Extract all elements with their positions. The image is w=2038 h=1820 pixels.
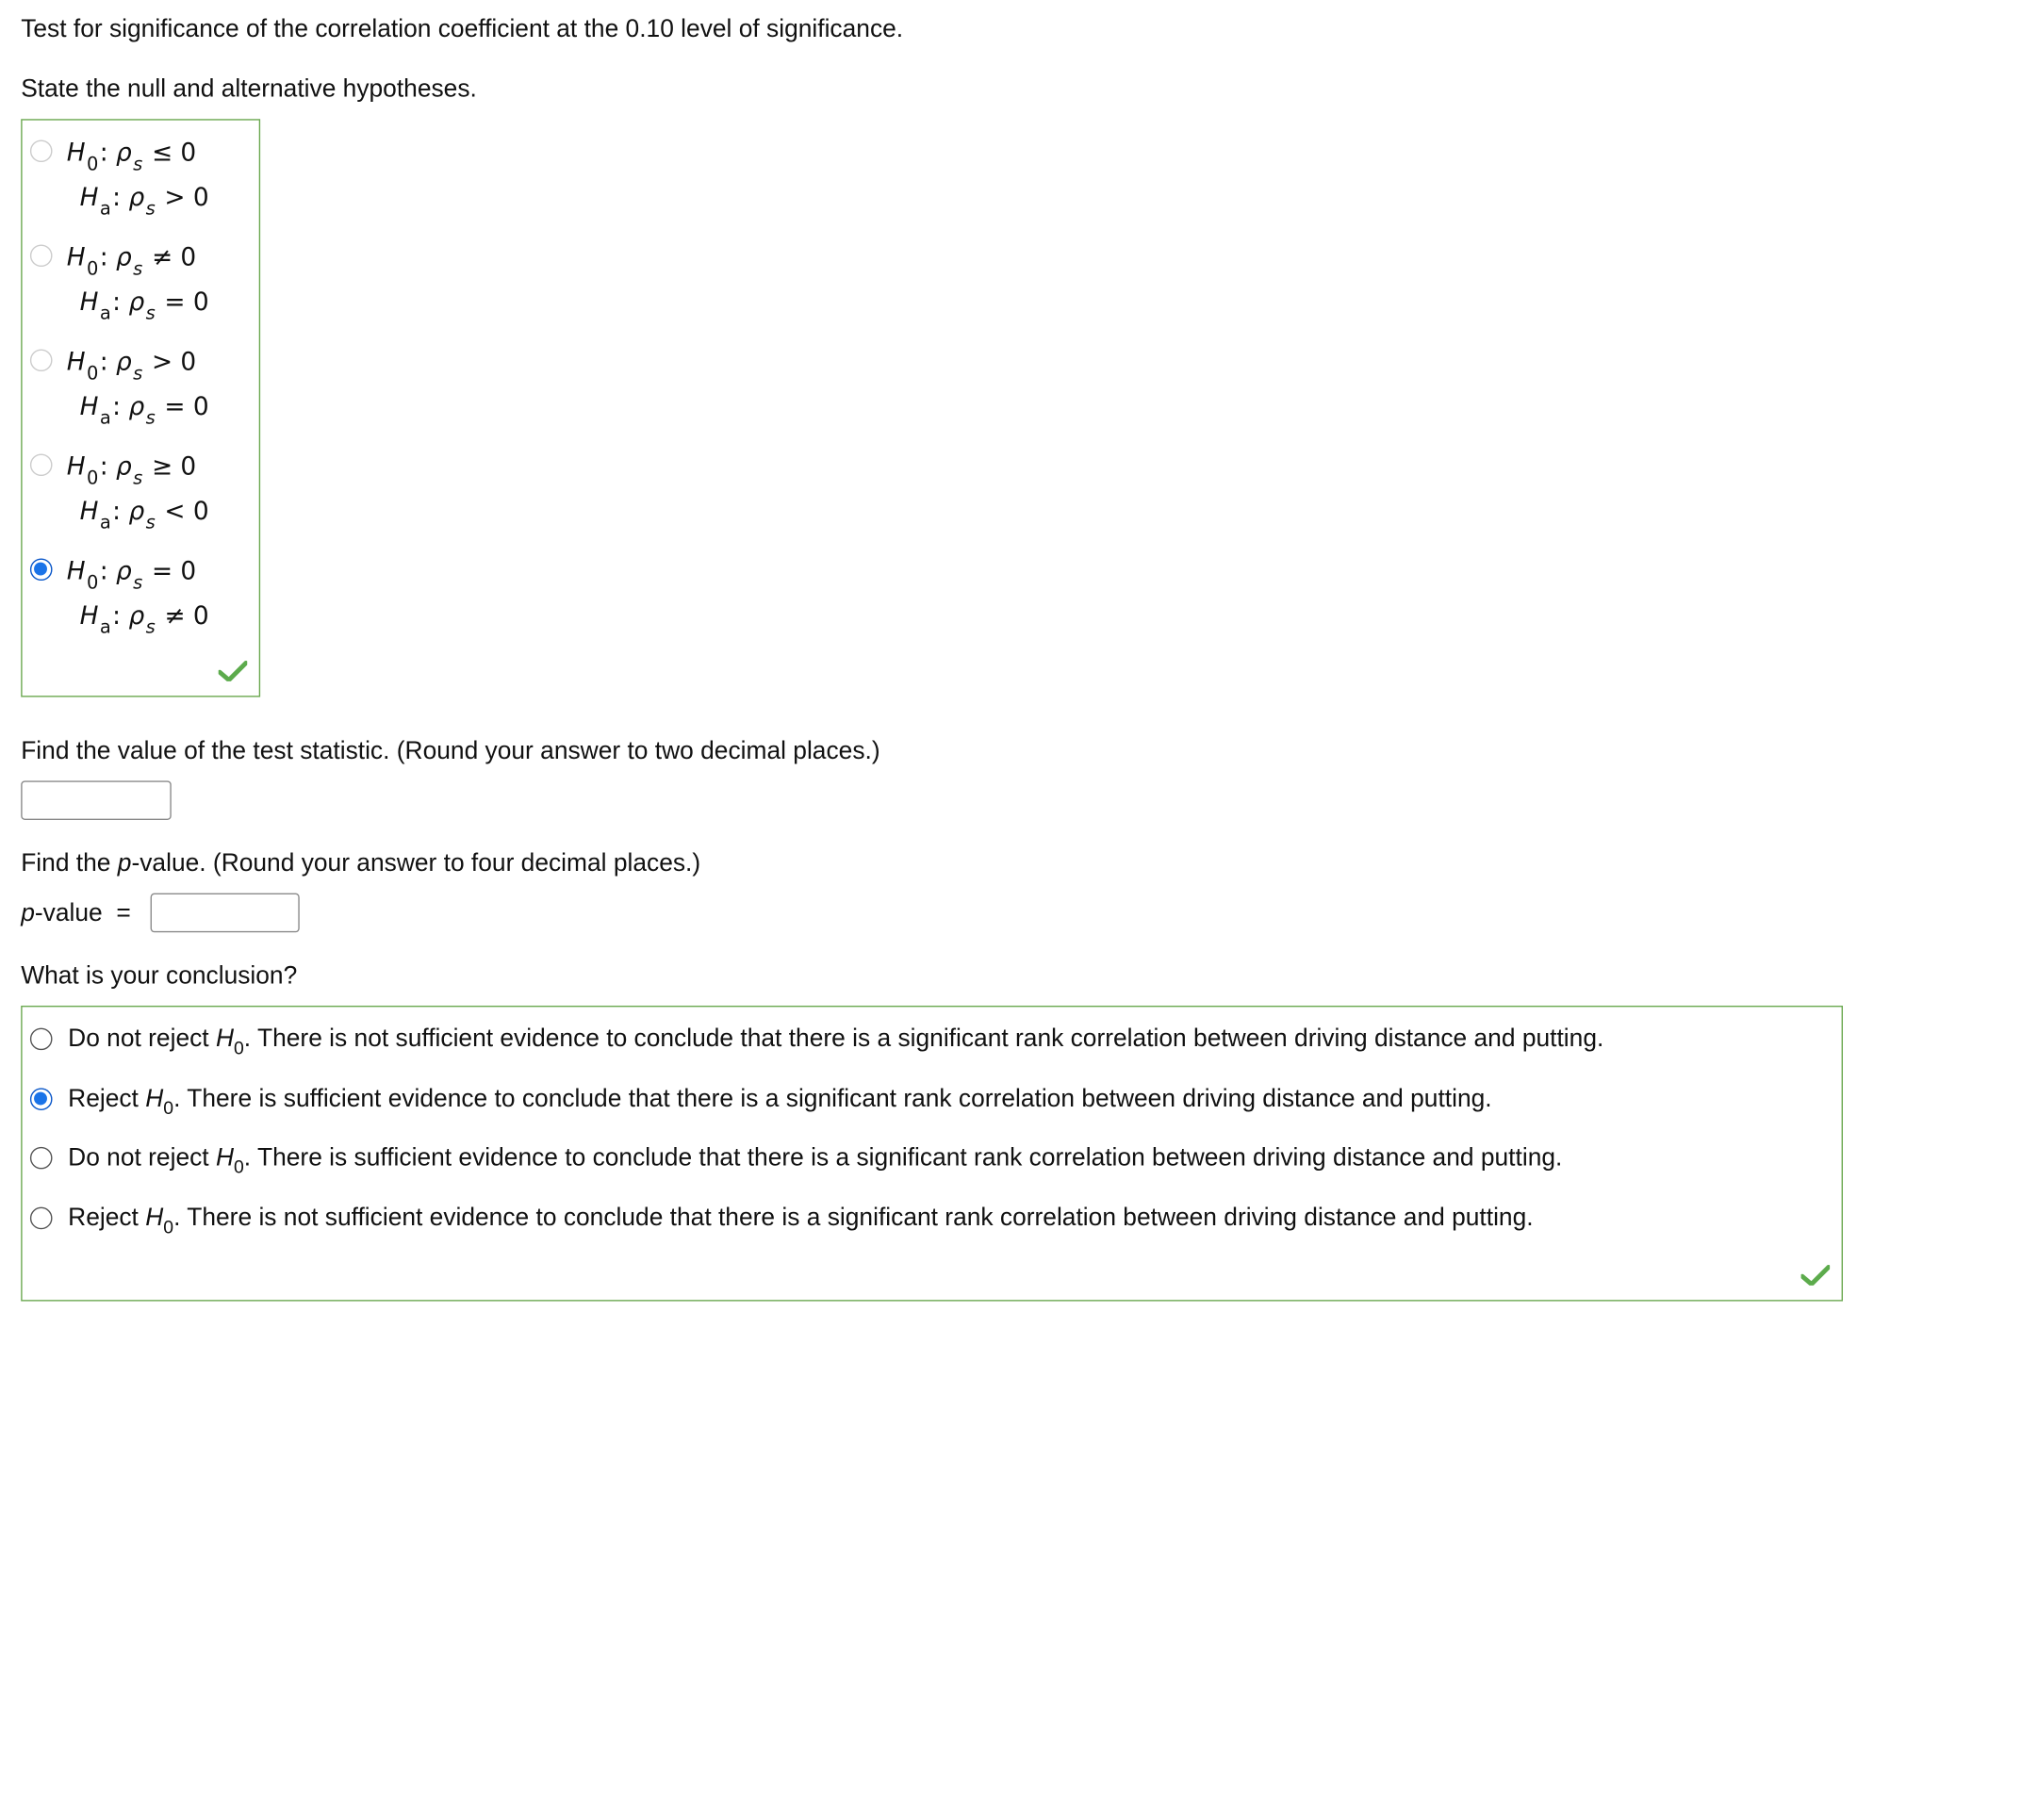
conclusion-answer-box (21, 1006, 1843, 1302)
rho-subscript: s (145, 198, 156, 221)
null-hypothesis (66, 243, 197, 280)
null-value: 0 (180, 452, 197, 482)
alt-h-symbol: H (79, 392, 99, 421)
null-value: 0 (180, 243, 197, 272)
null-operator: = (151, 557, 173, 586)
h0-symbol: H (145, 1084, 164, 1113)
alt-operator: > (164, 183, 186, 212)
null-h-symbol: H (66, 348, 86, 377)
alternative-hypothesis (79, 392, 209, 430)
alt-h-subscript: a (99, 616, 111, 639)
test-statistic-prompt: Find the value of the test statistic. (Round your answer to two decimal places.) (21, 737, 880, 765)
hypothesis-radio[interactable] (30, 139, 53, 162)
alt-operator: < (164, 497, 186, 526)
hypothesis-radio-selected[interactable] (30, 558, 53, 581)
rho-symbol: ρ (128, 392, 145, 421)
hypothesis-option[interactable] (23, 452, 258, 544)
rho-subscript: s (133, 363, 143, 385)
null-h-subscript: 0 (86, 363, 99, 385)
hypothesis-option[interactable] (23, 139, 258, 230)
conclusion-option[interactable] (23, 1144, 1841, 1191)
p-value-input[interactable] (151, 894, 300, 933)
null-hypothesis (66, 557, 197, 594)
colon: : (99, 348, 108, 377)
colon: : (99, 243, 108, 272)
alt-h-subscript: a (99, 407, 111, 430)
p-value-prompt-p: p (117, 849, 132, 878)
h0-subscript: 0 (163, 1215, 174, 1237)
hypothesis-radio[interactable] (30, 244, 53, 267)
question-intro: Test for significance of the correlation coefficient at the 0.10 level of significance. (21, 15, 904, 43)
rho-subscript: s (145, 407, 156, 430)
conclusion-radio-selected[interactable] (30, 1088, 53, 1110)
null-operator: > (151, 348, 173, 377)
null-h-subscript: 0 (86, 154, 99, 175)
alternative-hypothesis (79, 183, 209, 221)
rho-subscript: s (145, 303, 156, 325)
colon: : (99, 139, 108, 168)
null-h-subscript: 0 (86, 258, 99, 280)
rho-subscript: s (133, 154, 143, 175)
colon: : (112, 183, 122, 212)
conclusion-option-text (68, 1084, 1492, 1118)
conclusion-option[interactable] (23, 1085, 1841, 1132)
conclusion-option[interactable] (23, 1204, 1841, 1251)
p-value-prompt-prefix: Find the (21, 849, 118, 878)
hypothesis-option[interactable] (23, 243, 258, 335)
alt-h-subscript: a (99, 198, 111, 221)
hypothesis-option[interactable] (23, 348, 258, 439)
rho-symbol: ρ (116, 348, 132, 377)
null-hypothesis (66, 452, 197, 489)
alt-h-subscript: a (99, 303, 111, 325)
null-value: 0 (180, 348, 197, 377)
p-value-label-p: p (21, 899, 35, 927)
colon: : (112, 392, 122, 421)
conclusion-prefix: Do not reject (68, 1144, 216, 1172)
conclusion-option-text (68, 1025, 1604, 1058)
rho-subscript: s (133, 467, 143, 489)
conclusion-rest: . There is sufficient evidence to conclude that there is a significant rank correlation between driving distance and putting. (243, 1144, 1563, 1172)
alt-h-subscript: a (99, 512, 111, 534)
rho-subscript: s (145, 512, 156, 534)
conclusion-rest: . There is not sufficient evidence to conclude that there is a significant rank correlation between driving distance and putting. (173, 1204, 1534, 1232)
rho-symbol: ρ (116, 557, 132, 586)
null-h-symbol: H (66, 243, 86, 272)
h0-subscript: 0 (163, 1096, 174, 1118)
null-operator: ≤ (151, 139, 173, 168)
hypothesis-radio[interactable] (30, 349, 53, 371)
rho-symbol: ρ (128, 287, 145, 317)
p-value-label (21, 898, 131, 929)
alt-operator: ≠ (164, 601, 186, 631)
alt-operator: = (164, 287, 186, 317)
rho-symbol: ρ (116, 452, 132, 482)
alternative-hypothesis (79, 601, 209, 639)
null-h-subscript: 0 (86, 467, 99, 489)
conclusion-prefix: Do not reject (68, 1025, 216, 1053)
conclusion-rest: . There is sufficient evidence to conclude that there is a significant rank correlation between driving distance and putting. (173, 1084, 1492, 1113)
conclusion-prompt: What is your conclusion? (21, 962, 298, 991)
rho-subscript: s (145, 616, 156, 639)
null-h-symbol: H (66, 557, 86, 586)
hypothesis-option[interactable] (23, 557, 258, 648)
rho-symbol: ρ (128, 497, 145, 526)
null-h-subscript: 0 (86, 572, 99, 594)
rho-symbol: ρ (128, 601, 145, 631)
alt-value: 0 (192, 497, 209, 526)
alt-value: 0 (192, 392, 209, 421)
alt-value: 0 (192, 601, 209, 631)
h0-symbol: H (215, 1025, 234, 1053)
conclusion-prefix: Reject (68, 1204, 146, 1232)
null-hypothesis (66, 348, 197, 385)
alt-h-symbol: H (79, 601, 99, 631)
checkmark-icon (219, 661, 248, 681)
conclusion-radio[interactable] (30, 1028, 53, 1051)
h0-symbol: H (215, 1144, 234, 1172)
hypothesis-radio[interactable] (30, 453, 53, 476)
colon: : (99, 557, 108, 586)
alt-h-symbol: H (79, 183, 99, 212)
hypotheses-prompt: State the null and alternative hypotheses. (21, 75, 477, 104)
hypotheses-answer-box (21, 119, 260, 697)
p-value-prompt-suffix: -value. (Round your answer to four decimal places.) (131, 849, 701, 878)
conclusion-option-text (68, 1204, 1534, 1237)
conclusion-radio[interactable] (30, 1206, 53, 1229)
rho-symbol: ρ (116, 139, 132, 168)
h0-symbol: H (145, 1204, 164, 1232)
rho-symbol: ρ (116, 243, 132, 272)
colon: : (112, 287, 122, 317)
null-h-symbol: H (66, 452, 86, 482)
alt-value: 0 (192, 183, 209, 212)
conclusion-rest: . There is not sufficient evidence to conclude that there is a significant rank correlation between driving distance and putting. (243, 1025, 1604, 1053)
alt-h-symbol: H (79, 287, 99, 317)
checkmark-icon (1801, 1265, 1831, 1286)
alternative-hypothesis (79, 497, 209, 534)
p-value-prompt (21, 848, 700, 879)
null-value: 0 (180, 557, 197, 586)
alt-operator: = (164, 392, 186, 421)
h0-subscript: 0 (233, 1037, 244, 1058)
null-value: 0 (180, 139, 197, 168)
rho-subscript: s (133, 572, 143, 594)
colon: : (99, 452, 108, 482)
null-h-symbol: H (66, 139, 86, 168)
alt-h-symbol: H (79, 497, 99, 526)
h0-subscript: 0 (233, 1156, 244, 1177)
conclusion-option-text (68, 1144, 1563, 1177)
alternative-hypothesis (79, 287, 209, 325)
rho-subscript: s (133, 258, 143, 280)
null-operator: ≥ (151, 452, 173, 482)
null-operator: ≠ (151, 243, 173, 272)
null-hypothesis (66, 139, 197, 175)
conclusion-option[interactable] (23, 1025, 1841, 1073)
p-value-label-rest: -value = (34, 899, 131, 927)
colon: : (112, 601, 122, 631)
rho-symbol: ρ (128, 183, 145, 212)
conclusion-prefix: Reject (68, 1084, 146, 1113)
conclusion-radio[interactable] (30, 1147, 53, 1170)
colon: : (112, 497, 122, 526)
test-statistic-input[interactable] (21, 780, 172, 820)
alt-value: 0 (192, 287, 209, 317)
